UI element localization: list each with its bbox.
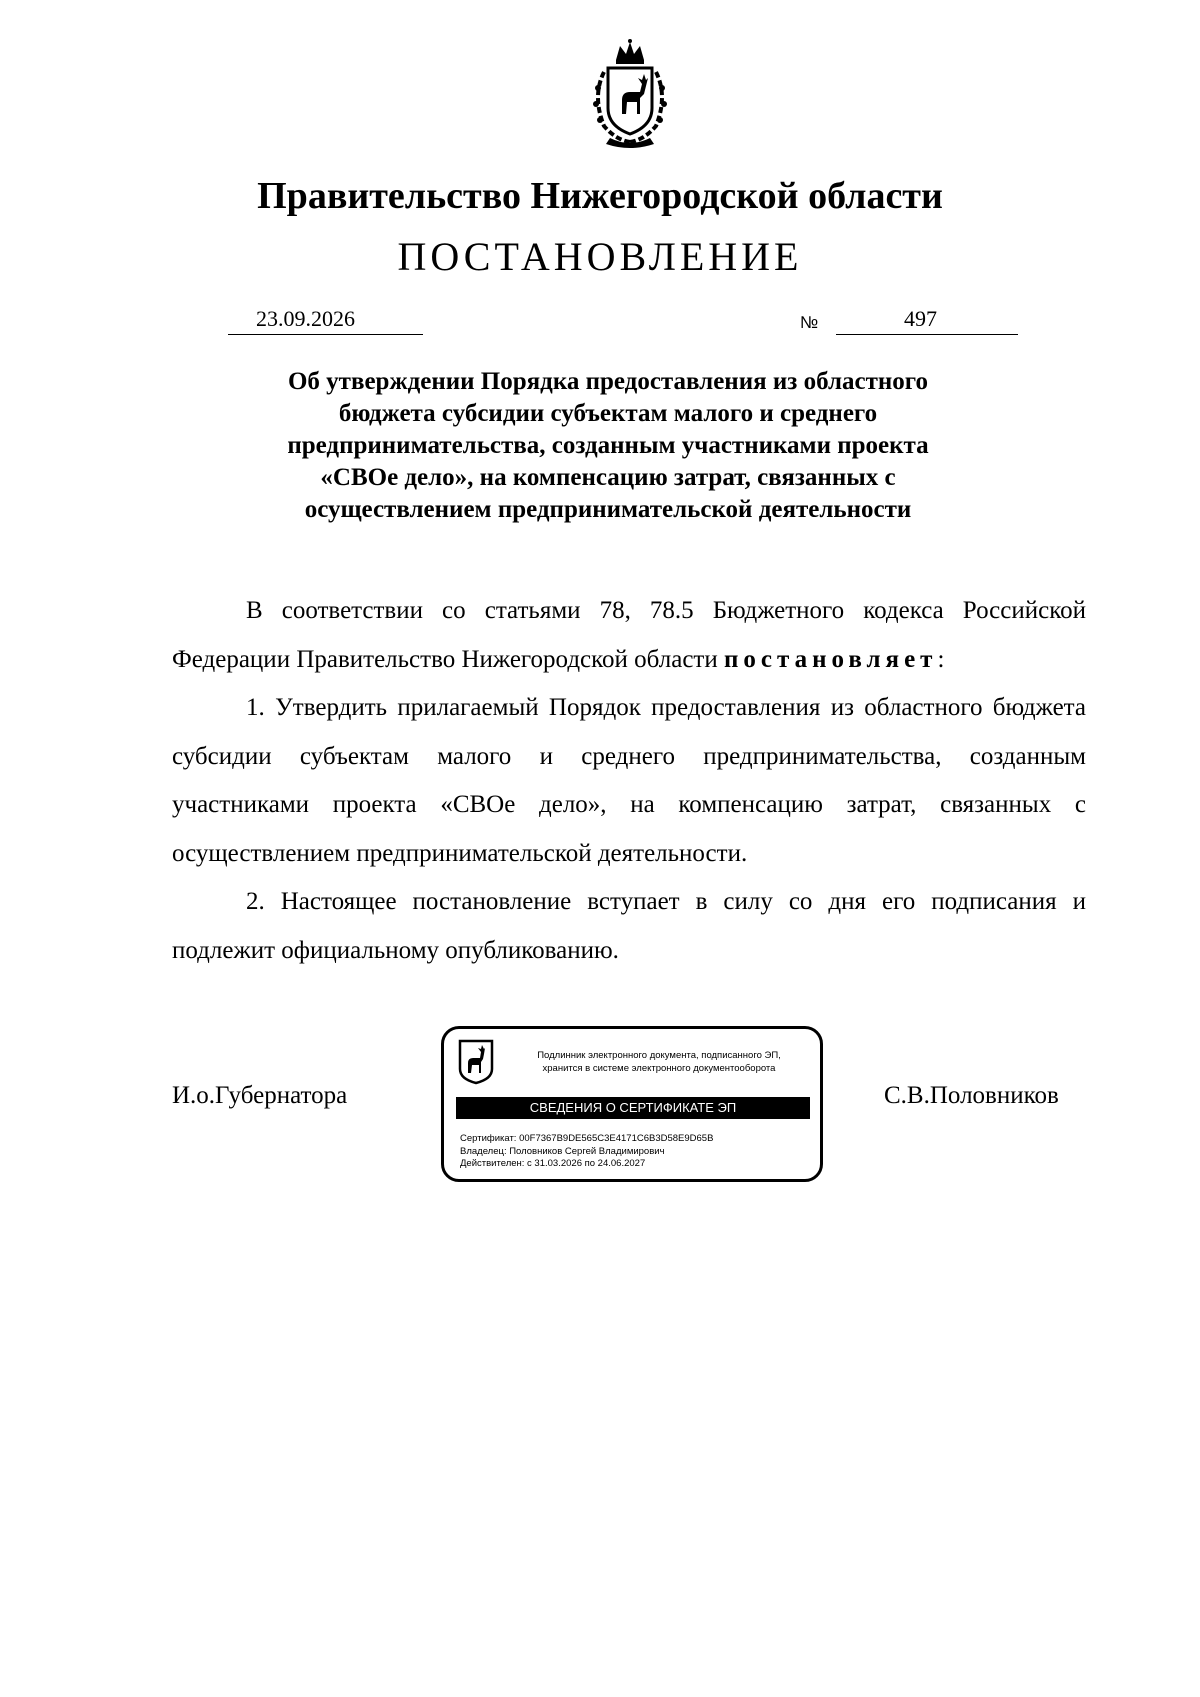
number-sign: № xyxy=(800,313,819,332)
organization-title: Правительство Нижегородской области xyxy=(257,175,943,217)
decree-colon: : xyxy=(937,645,945,673)
subject-line: предпринимательства, созданным участниками проекта xyxy=(287,432,929,459)
document-body xyxy=(172,587,1086,975)
stamp-note xyxy=(504,1049,814,1075)
deer-emblem-icon xyxy=(458,1039,494,1085)
subject-line: Об утверждении Порядка предоставления из областного xyxy=(287,368,928,395)
subject-line: бюджета субсидии субъектам малого и среднего xyxy=(338,400,878,427)
decree-word: постановляет xyxy=(723,645,938,673)
item-2-paragraph: 2. Настоящее постановление вступает в силу со дня его подписания и подлежит официальному опубликованию. xyxy=(172,888,1086,964)
document-number: 497 xyxy=(904,306,937,331)
coat-of-arms-icon xyxy=(570,38,690,148)
subject-line: осуществлением предпринимательской деятельности xyxy=(304,496,912,523)
certificate-number: Сертификат: 00F7367B9DE565C3E4171C6B3D58E9D65B xyxy=(460,1133,714,1144)
preamble-paragraph xyxy=(172,587,1086,684)
document-type: ПОСТАНОВЛЕНИЕ xyxy=(397,234,803,279)
certificate-owner: Владелец: Половников Сергей Владимирович xyxy=(460,1145,665,1157)
certificate-details xyxy=(460,1133,713,1171)
item-1-paragraph: 1. Утвердить прилагаемый Порядок предоставления из областного бюджета субсидии субъектам малого и среднего предпринимательства, созданным участниками проекта «СВОе дело», на компенсацию затрат, связанных с осуществлением предпринимательской деятельности. xyxy=(172,694,1086,867)
stamp-note-line: хранится в системе электронного документооборота xyxy=(542,1063,776,1074)
document-date-field xyxy=(228,306,423,335)
stamp-note-line: Подлинник электронного документа, подписанного ЭП, xyxy=(537,1050,781,1061)
subject-line: «СВОе дело», на компенсацию затрат, связанных с xyxy=(320,464,896,491)
signatory-name: С.В.Половников xyxy=(884,1082,1059,1109)
document-number-field xyxy=(836,306,1018,335)
preamble-text: В соответствии со статьями 78, 78.5 Бюджетного кодекса Российской Федерации Правительство Нижегородской области xyxy=(172,597,1086,673)
signatory-position: И.о.Губернатора xyxy=(172,1082,348,1109)
stamp-header: СВЕДЕНИЯ О СЕРТИФИКАТЕ ЭП xyxy=(456,1097,810,1119)
document-date: 23.09.2026 xyxy=(256,306,355,331)
certificate-validity: Действителен: с 31.03.2026 по 24.06.2027 xyxy=(460,1158,646,1169)
electronic-signature-stamp xyxy=(441,1026,823,1182)
document-subject xyxy=(220,366,996,526)
